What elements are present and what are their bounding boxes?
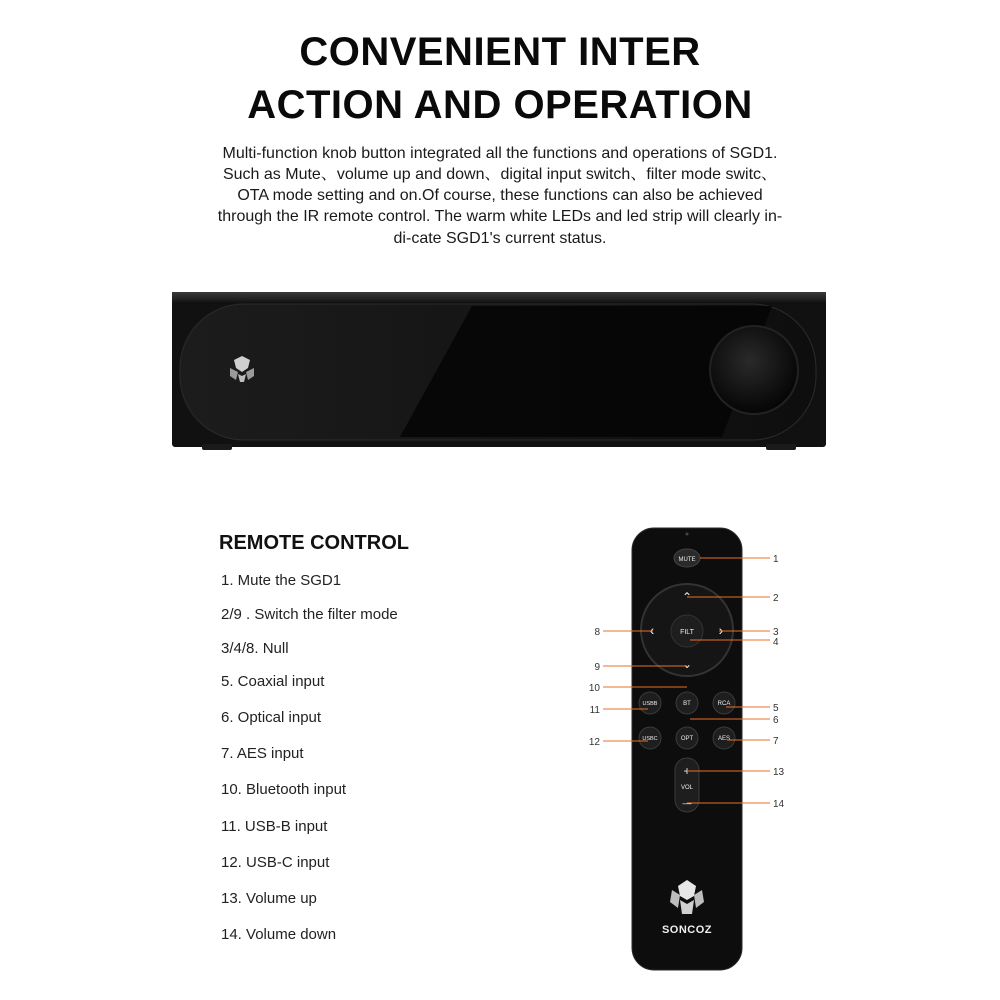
usbc-button[interactable] bbox=[639, 727, 661, 749]
list-item: 7. AES input bbox=[221, 745, 304, 762]
sgd1-device-image bbox=[172, 292, 826, 452]
multifunction-knob-icon bbox=[710, 326, 798, 414]
callout-number: 9 bbox=[594, 662, 600, 673]
list-item: 13. Volume up bbox=[221, 890, 317, 907]
callout-number: 5 bbox=[773, 703, 779, 714]
callout-number: 2 bbox=[773, 593, 779, 604]
list-item: 1. Mute the SGD1 bbox=[221, 572, 342, 589]
list-item: 10. Bluetooth input bbox=[221, 781, 347, 798]
callout-number: 3 bbox=[773, 627, 779, 638]
description-line: Such as Mute、volume up and down、digital input switch、filter mode switc、 bbox=[222, 166, 778, 183]
volume-down-icon[interactable]: — bbox=[682, 798, 692, 808]
list-item: 6. Optical input bbox=[221, 709, 322, 726]
callout-number: 14 bbox=[773, 799, 785, 810]
list-item: 2/9 . Switch the filter mode bbox=[221, 606, 398, 623]
page-title-line-1: CONVENIENT INTER bbox=[299, 30, 701, 74]
filt-label: FILT bbox=[680, 629, 694, 636]
description-line: through the IR remote control. The warm white LEDs and led strip will clearly in- bbox=[217, 208, 783, 225]
callout-number: 13 bbox=[773, 767, 785, 778]
list-item: 12. USB-C input bbox=[221, 854, 330, 871]
callout-number: 7 bbox=[773, 736, 779, 747]
callout-number: 1 bbox=[773, 554, 779, 565]
description-line: di-cate SGD1's current status. bbox=[393, 230, 607, 247]
svg-text:BT: BT bbox=[683, 701, 691, 707]
usbb-button[interactable] bbox=[639, 692, 661, 714]
list-item: 14. Volume down bbox=[221, 926, 337, 943]
list-item: 11. USB-B input bbox=[221, 818, 328, 835]
mute-button[interactable] bbox=[674, 549, 700, 567]
callout-number: 11 bbox=[589, 705, 600, 716]
volume-up-icon[interactable]: + bbox=[683, 764, 691, 778]
description-line: OTA mode setting and on.Of course, these functions can also be achieved bbox=[237, 187, 763, 204]
svg-text:AES: AES bbox=[717, 736, 731, 742]
callout-number: 12 bbox=[588, 737, 600, 748]
rca-button[interactable] bbox=[713, 692, 735, 714]
remote-control-heading: REMOTE CONTROL bbox=[219, 532, 409, 554]
page-title-line-2: ACTION AND OPERATION bbox=[247, 83, 753, 127]
list-item: 5. Coaxial input bbox=[221, 673, 325, 690]
callout-number: 6 bbox=[773, 715, 779, 726]
description-line: Multi-function knob button integrated all the functions and operations of SGD1. bbox=[222, 145, 778, 162]
svg-text:USBC: USBC bbox=[642, 736, 658, 742]
callout-number: 8 bbox=[594, 627, 600, 638]
aes-button[interactable] bbox=[713, 727, 735, 749]
vol-label: VOL bbox=[680, 785, 694, 791]
callout-number: 10 bbox=[588, 683, 600, 694]
callout-number: 4 bbox=[773, 637, 779, 648]
svg-text:RCA: RCA bbox=[717, 701, 731, 707]
chevron-left-icon[interactable]: ‹ bbox=[649, 622, 655, 638]
list-item: 3/4/8. Null bbox=[221, 640, 289, 657]
dpad[interactable] bbox=[641, 584, 733, 676]
chevron-up-icon[interactable]: ⌃ bbox=[681, 590, 693, 604]
mute-label: MUTE bbox=[678, 557, 696, 563]
brand-name: SONCOZ bbox=[661, 924, 713, 936]
bt-button[interactable] bbox=[676, 692, 698, 714]
remote-control-image bbox=[585, 525, 790, 975]
chevron-down-icon[interactable]: ⌄ bbox=[681, 657, 693, 671]
volume-rocker[interactable] bbox=[675, 758, 699, 812]
svg-text:OPT: OPT bbox=[680, 736, 694, 742]
opt-button[interactable] bbox=[676, 727, 698, 749]
chevron-right-icon[interactable]: › bbox=[718, 622, 724, 638]
svg-text:USBB: USBB bbox=[642, 701, 658, 707]
